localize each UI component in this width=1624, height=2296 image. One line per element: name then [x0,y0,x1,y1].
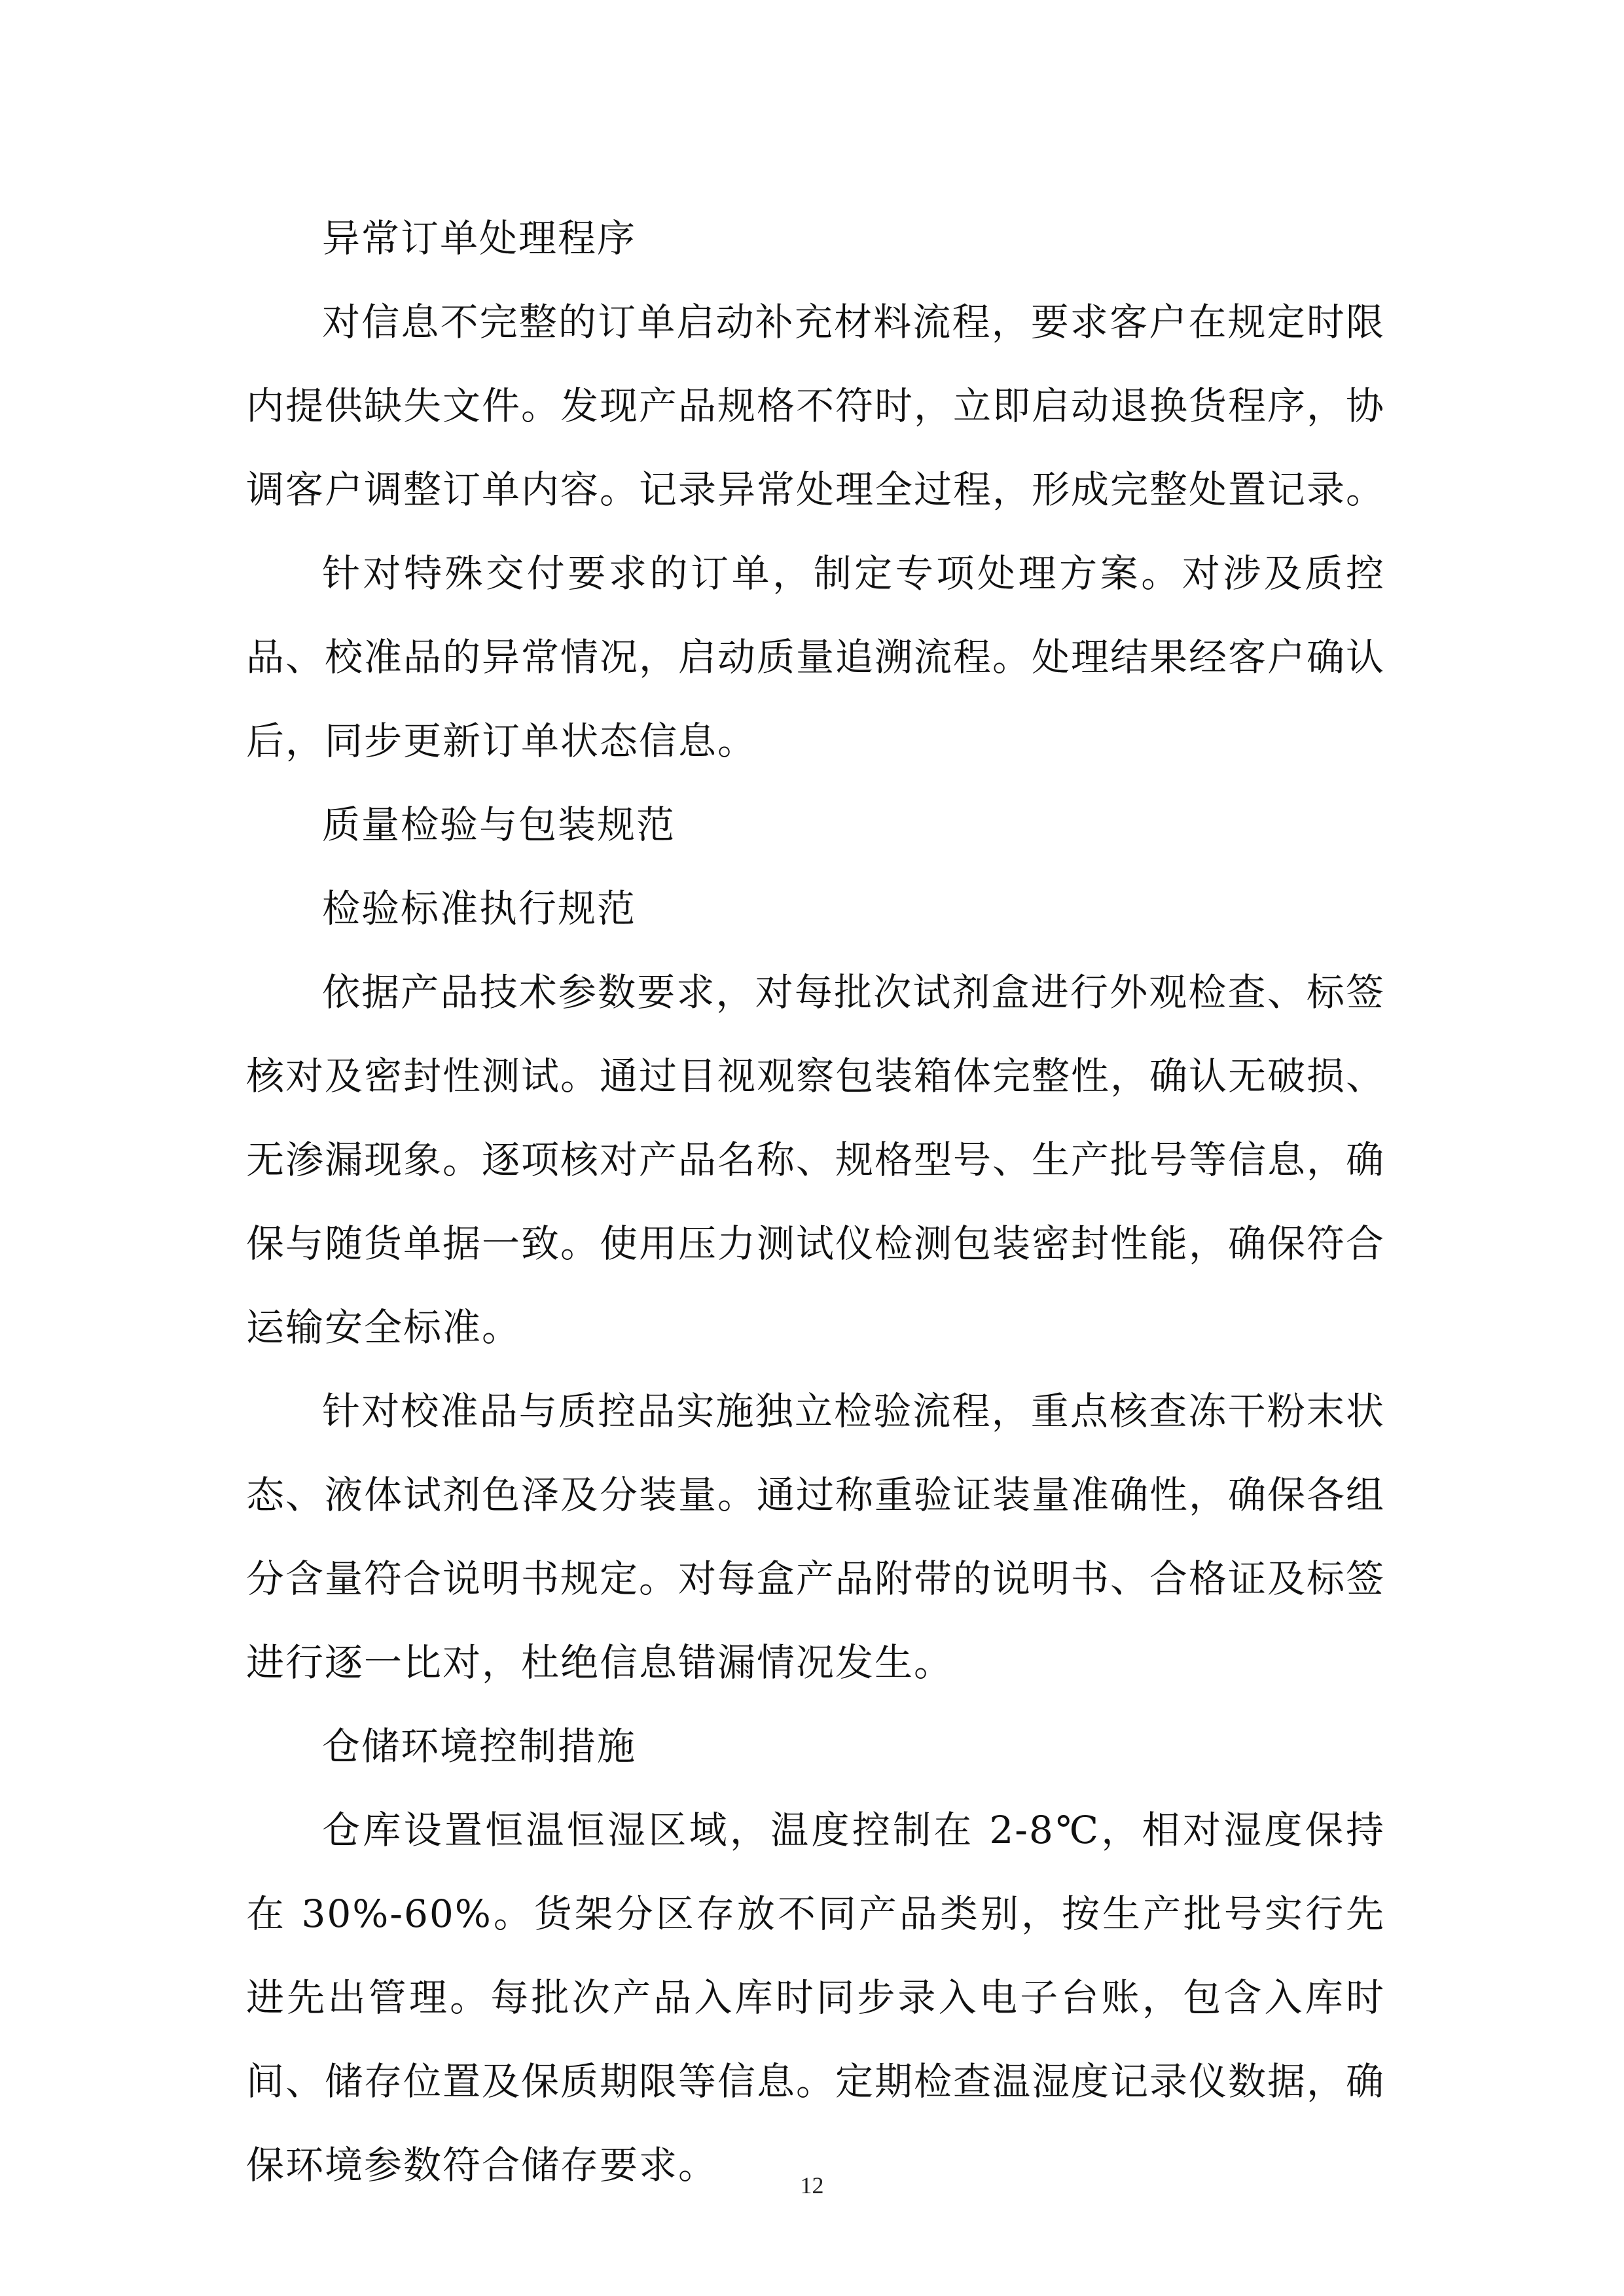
paragraph-storage-control: 仓库设置恒温恒湿区域，温度控制在 2-8℃，相对湿度保持在 30%-60%。货架分区存放不同产品类别，按生产批号实行先进先出管理。每批次产品入库时同步录入电子台账，包含入库时间、储存位置及保质期限等信息。定期检查温湿度记录仪数据，确保环境参数符合储存要求。 [246,1808,1386,2187]
paragraph-special-delivery: 针对特殊交付要求的订单，制定专项处理方案。对涉及质控品、校准品的异常情况，启动质量追溯流程。处理结果经客户确认后，同步更新订单状态信息。 [246,551,1386,763]
document-body [246,196,1385,2207]
paragraph-incomplete-orders: 对信息不完整的订单启动补充材料流程，要求客户在规定时限内提供缺失文件。发现产品规格不符时，立即启动退换货程序，协调客户调整订单内容。记录异常处理全过程，形成完整处置记录。 [246,300,1386,512]
paragraph-kit-inspection: 依据产品技术参数要求，对每批次试剂盒进行外观检查、标签核对及密封性测试。通过目视观察包装箱体完整性，确认无破损、无渗漏现象。逐项核对产品名称、规格型号、生产批号等信息，确保与随货单据一致。使用压力测试仪检测包装密封性能，确保符合运输安全标准。 [246,970,1386,1350]
section-heading-inspection-standards: 检验标准执行规范 [322,886,637,931]
section-heading-abnormal-order: 异常订单处理程序 [322,216,637,260]
section-heading-quality-packaging: 质量检验与包装规范 [322,802,676,847]
paragraph-calibrator-inspection: 针对校准品与质控品实施独立检验流程，重点核查冻干粉末状态、液体试剂色泽及分装量。通过称重验证装量准确性，确保各组分含量符合说明书规定。对每盒产品附带的说明书、合格证及标签进行逐一比对，杜绝信息错漏情况发生。 [246,1389,1386,1685]
section-heading-storage-environment: 仓储环境控制措施 [322,1724,637,1768]
page-number: 12 [800,2172,824,2198]
